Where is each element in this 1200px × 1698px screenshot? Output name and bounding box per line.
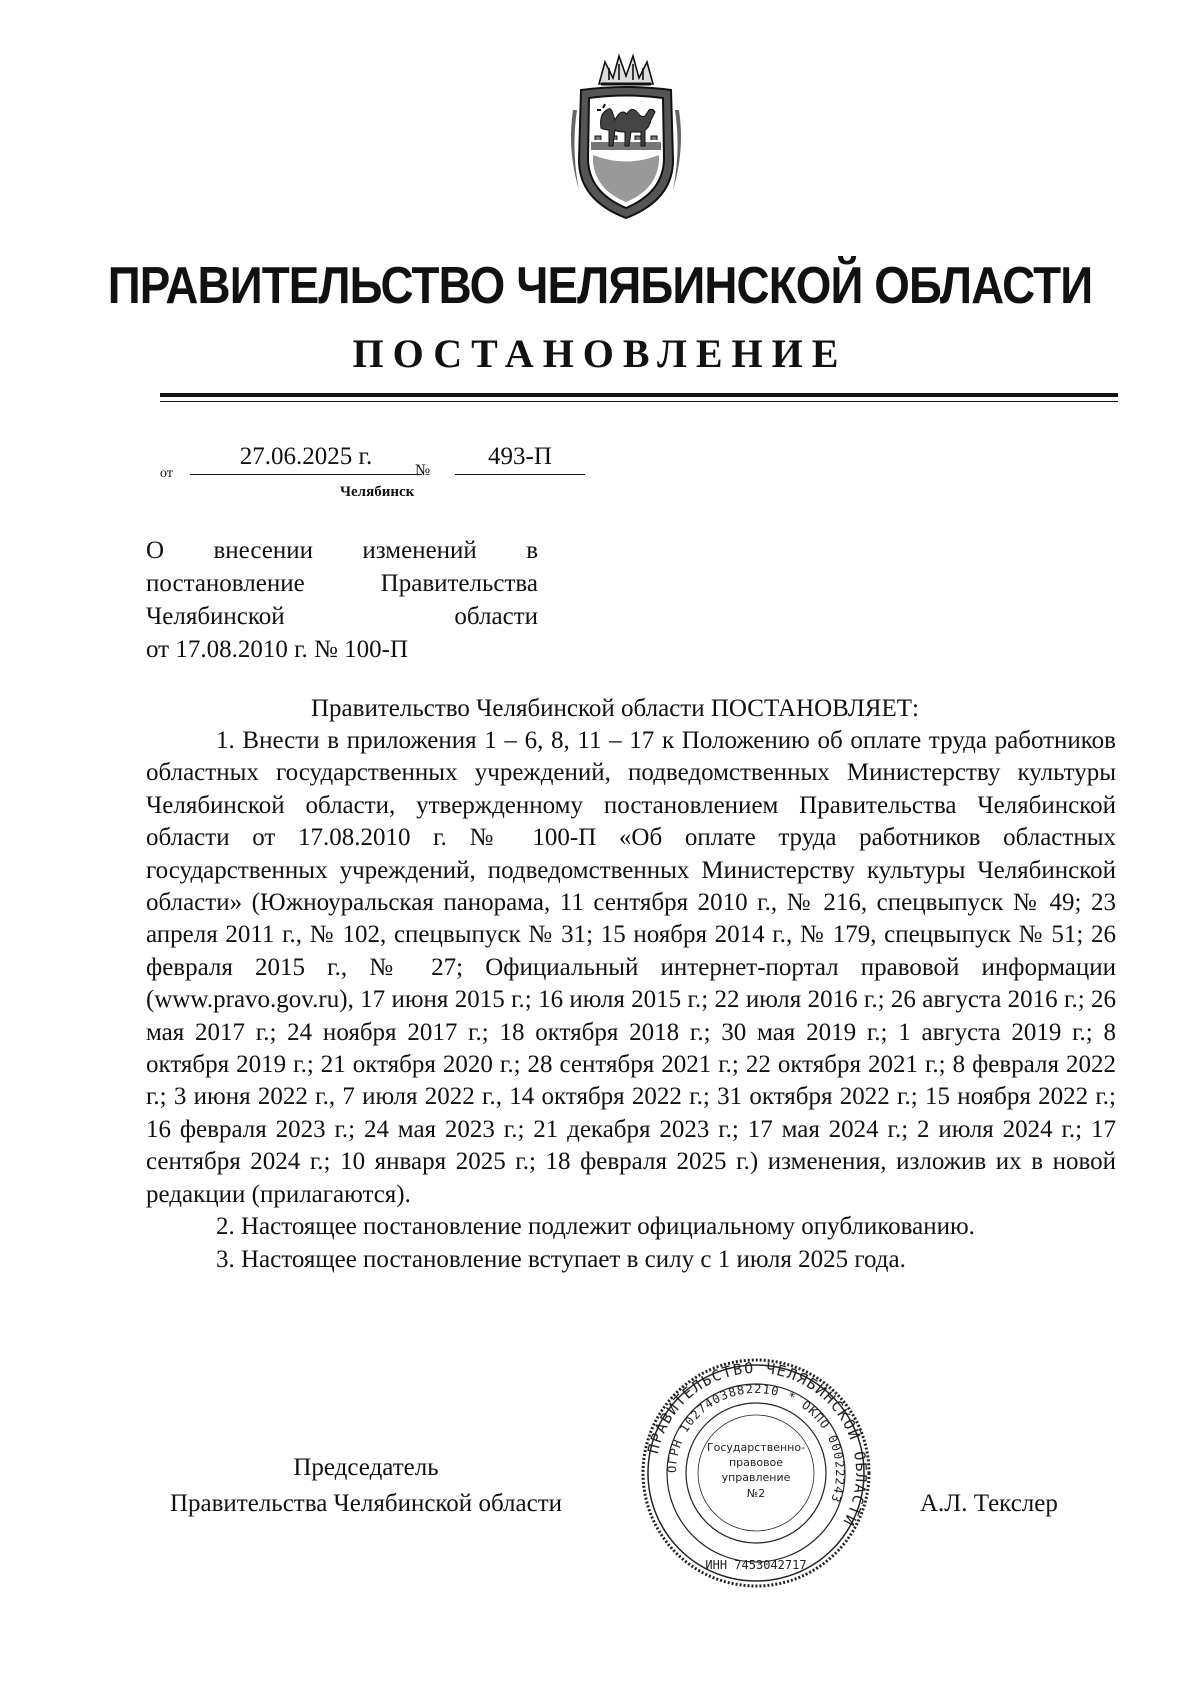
document-subject	[146, 534, 538, 666]
document-type: ПОСТАНОВЛЕНИЕ	[352, 331, 848, 376]
resolution-intro: Правительство Челябинской области ПОСТАНОВЛЯЕТ:	[311, 695, 919, 722]
official-seal-stamp	[640, 1357, 872, 1589]
seal-codes-text: ОГРН 1027403882210 * ОКПО 00022243	[664, 1381, 848, 1505]
signatory-title-line: Председатель	[293, 1454, 439, 1481]
crown-icon	[599, 56, 653, 84]
resolution-body	[146, 725, 1116, 1276]
resolution-item: 2. Настоящее постановление подлежит официальному опубликованию.	[216, 1213, 975, 1241]
document-date: 27.06.2025 г.	[190, 440, 422, 475]
signatory-name: А.Л. Текслер	[920, 1490, 1058, 1517]
city-label: Челябинск	[340, 484, 415, 500]
header-divider-thick	[160, 393, 1118, 397]
seal-center-line: №2	[746, 1487, 766, 1500]
signatory-title	[146, 1450, 586, 1522]
document-number: 493-П	[455, 440, 585, 475]
seal-center-line: управление	[721, 1471, 791, 1484]
resolution-item: 1. Внести в приложения 1 – 6, 8, 11 – 17 к Положению об оплате труда работников областных государственных учреждений, подведомственных Министерству культуры Челябинской области, утвержденному постановлением Правительства Челябинской области от 17.08.2010 г. № 100-П «Об оплате труда работников областных государственных учреждений, подведомственных Министерству культуры Челябинской области» (Южноуральская панорама, 11 сентября 2010 г., № 216, спецвыпуск № 49; 23 апреля 2011 г., № 102, спецвыпуск № 31; 15 ноября 2014 г., № 179, спецвыпуск № 51; 26 февраля 2015 г., № 27; Официальный интернет-портал правовой информации (www.pravo.gov.ru), 17 июня 2015 г.; 16 июля 2015 г.; 22 июля 2016 г.; 26 августа 2016 г.; 26 мая 2017 г.; 24 ноября 2017 г.; 18 октября 2018 г.; 30 мая 2019 г.; 1 августа 2019 г.; 8 октября 2019 г.; 21 октября 2020 г.; 28 сентября 2021 г.; 22 октября 2021 г.; 8 февраля 2022 г.; 3 июня 2022 г., 7 июля 2022 г., 14 октября 2022 г.; 31 октября 2022 г.; 15 ноября 2022 г.; 16 февраля 2023 г.; 24 мая 2023 г.; 21 декабря 2023 г.; 17 мая 2024 г.; 2 июля 2024 г.; 17 сентября 2024 г.; 10 января 2025 г.; 18 февраля 2025 г.) изменения, изложив их в новой редакции (прилагаются).	[146, 727, 1116, 1208]
seal-center-line: Государственно-	[706, 1441, 806, 1454]
coat-of-arms-emblem	[561, 50, 691, 230]
subject-line: постановление Правительства	[146, 570, 538, 597]
seal-outer-text: ПРАВИТЕЛЬСТВО ЧЕЛЯБИНСКОЙ ОБЛАСТИ	[644, 1358, 871, 1530]
subject-line: О внесении изменений в	[146, 537, 538, 564]
resolution-item: 3. Настоящее постановление вступает в силу с 1 июля 2025 года.	[216, 1245, 906, 1273]
header-divider-thin	[160, 401, 1118, 402]
signatory-title-line: Правительства Челябинской области	[169, 1490, 563, 1517]
seal-center-line: правовое	[728, 1456, 784, 1469]
subject-line: от 17.08.2010 г. № 100-П	[146, 636, 409, 663]
seal-inn-text: ИНН 7453042717	[705, 1558, 807, 1572]
subject-line: Челябинской области	[146, 603, 538, 630]
government-title: ПРАВИТЕЛЬСТВО ЧЕЛЯБИНСКОЙ ОБЛАСТИ	[107, 257, 1093, 315]
shield-icon	[579, 87, 673, 218]
date-prefix-label: от	[160, 466, 173, 481]
number-sign-label: №	[415, 462, 431, 479]
